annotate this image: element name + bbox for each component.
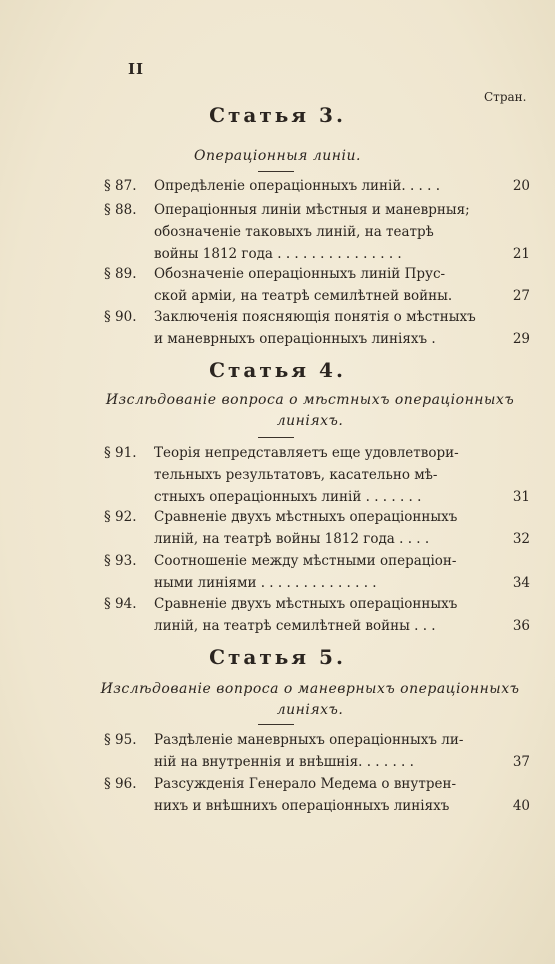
- entry-line: стныхъ операціонныхъ линій . . . . . . .: [154, 489, 422, 505]
- toc-entry-93: [104, 550, 530, 594]
- entry-line: тельныхъ результатовъ, касательно мѣ-: [154, 467, 438, 483]
- page-ref: 20: [512, 178, 530, 194]
- toc-entry-94: [104, 593, 530, 637]
- article-5-subtitle: [100, 679, 520, 721]
- subtitle-line: Изслѣдованіе вопроса о маневрныхъ операціонныхъ: [100, 681, 520, 697]
- toc-entry-87: [104, 175, 530, 197]
- entry-line: Обозначеніе операціонныхъ линій Прус-: [154, 266, 446, 282]
- page-ref: 37: [512, 754, 530, 770]
- entry-line: Сравненіе двухъ мѣстныхъ операціонныхъ: [154, 509, 458, 525]
- article-4-subtitle: [100, 390, 520, 432]
- entry-line: войны 1812 года . . . . . . . . . . . . . . .: [154, 246, 402, 262]
- section-number: § 96.: [104, 776, 137, 792]
- entry-line: ными линіями . . . . . . . . . . . . . .: [154, 575, 377, 591]
- entry-line: Опредѣленіе операціонныхъ линій. . . . .: [154, 178, 440, 194]
- entry-line: линій, на театрѣ семилѣтней войны . . .: [154, 618, 436, 634]
- section-number: § 87.: [104, 178, 137, 194]
- entry-line: обозначеніе таковыхъ линій, на театрѣ: [154, 224, 434, 240]
- article-3-title: Статья 3.: [209, 103, 346, 127]
- article-5-title: Статья 5.: [209, 645, 346, 669]
- article-4-title: Статья 4.: [209, 358, 346, 382]
- entry-line: Раздѣленіе маневрныхъ операціонныхъ ли-: [154, 732, 464, 748]
- subtitle-line: линіяхъ.: [276, 413, 344, 429]
- subtitle-line: линіяхъ.: [276, 702, 344, 718]
- page-ref: 34: [512, 575, 530, 591]
- article-3-subtitle: [150, 146, 405, 167]
- entry-line: линій, на театрѣ войны 1812 года . . . .: [154, 531, 430, 547]
- entry-line: ній на внутреннія и внѣшнія. . . . . . .: [154, 754, 414, 770]
- toc-entry-88: [104, 199, 530, 265]
- toc-entry-89: [104, 263, 530, 307]
- section-number: § 88.: [104, 202, 137, 218]
- toc-entry-95: [104, 729, 530, 773]
- toc-entry-90: [104, 306, 530, 350]
- toc-entry-92: [104, 506, 530, 550]
- entry-line: и маневрныхъ операціонныхъ линіяхъ .: [154, 331, 436, 347]
- toc-entry-96: [104, 773, 530, 817]
- entry-line: Разсужденія Генерало Медема о внутрен-: [154, 776, 457, 792]
- section-number: § 93.: [104, 553, 137, 569]
- divider-rule: [258, 724, 294, 725]
- page-ref: 36: [512, 618, 530, 634]
- page-ref: 31: [512, 489, 530, 505]
- section-number: § 94.: [104, 596, 137, 612]
- page-ref: 27: [512, 288, 530, 304]
- entry-line: Операціонныя линіи мѣстныя и маневрныя;: [154, 202, 470, 218]
- entry-line: Теорія непредставляетъ еще удовлетвори-: [154, 445, 459, 461]
- section-number: § 89.: [104, 266, 137, 282]
- page-ref: 29: [512, 331, 530, 347]
- page-column-header: Стран.: [484, 90, 527, 104]
- page-number: II: [128, 60, 145, 78]
- page-ref: 21: [512, 246, 530, 262]
- subtitle-line: Операціонныя линіи.: [194, 148, 361, 164]
- divider-rule: [258, 171, 294, 172]
- page-ref: 40: [512, 798, 530, 814]
- section-number: § 95.: [104, 732, 137, 748]
- entry-line: Соотношеніе между мѣстными операціон-: [154, 553, 457, 569]
- entry-line: нихъ и внѣшнихъ операціонныхъ линіяхъ: [154, 798, 450, 814]
- toc-entry-91: [104, 442, 530, 508]
- entry-line: Сравненіе двухъ мѣстныхъ операціонныхъ: [154, 596, 458, 612]
- section-number: § 90.: [104, 309, 137, 325]
- divider-rule: [258, 437, 294, 438]
- subtitle-line: Изслѣдованіе вопроса о мѣстныхъ операціонныхъ: [105, 392, 515, 408]
- entry-line: Заключенія поясняющія понятія о мѣстныхъ: [154, 309, 476, 325]
- section-number: § 91.: [104, 445, 137, 461]
- page-ref: 32: [512, 531, 530, 547]
- section-number: § 92.: [104, 509, 137, 525]
- entry-line: ской арміи, на театрѣ семилѣтней войны.: [154, 288, 453, 304]
